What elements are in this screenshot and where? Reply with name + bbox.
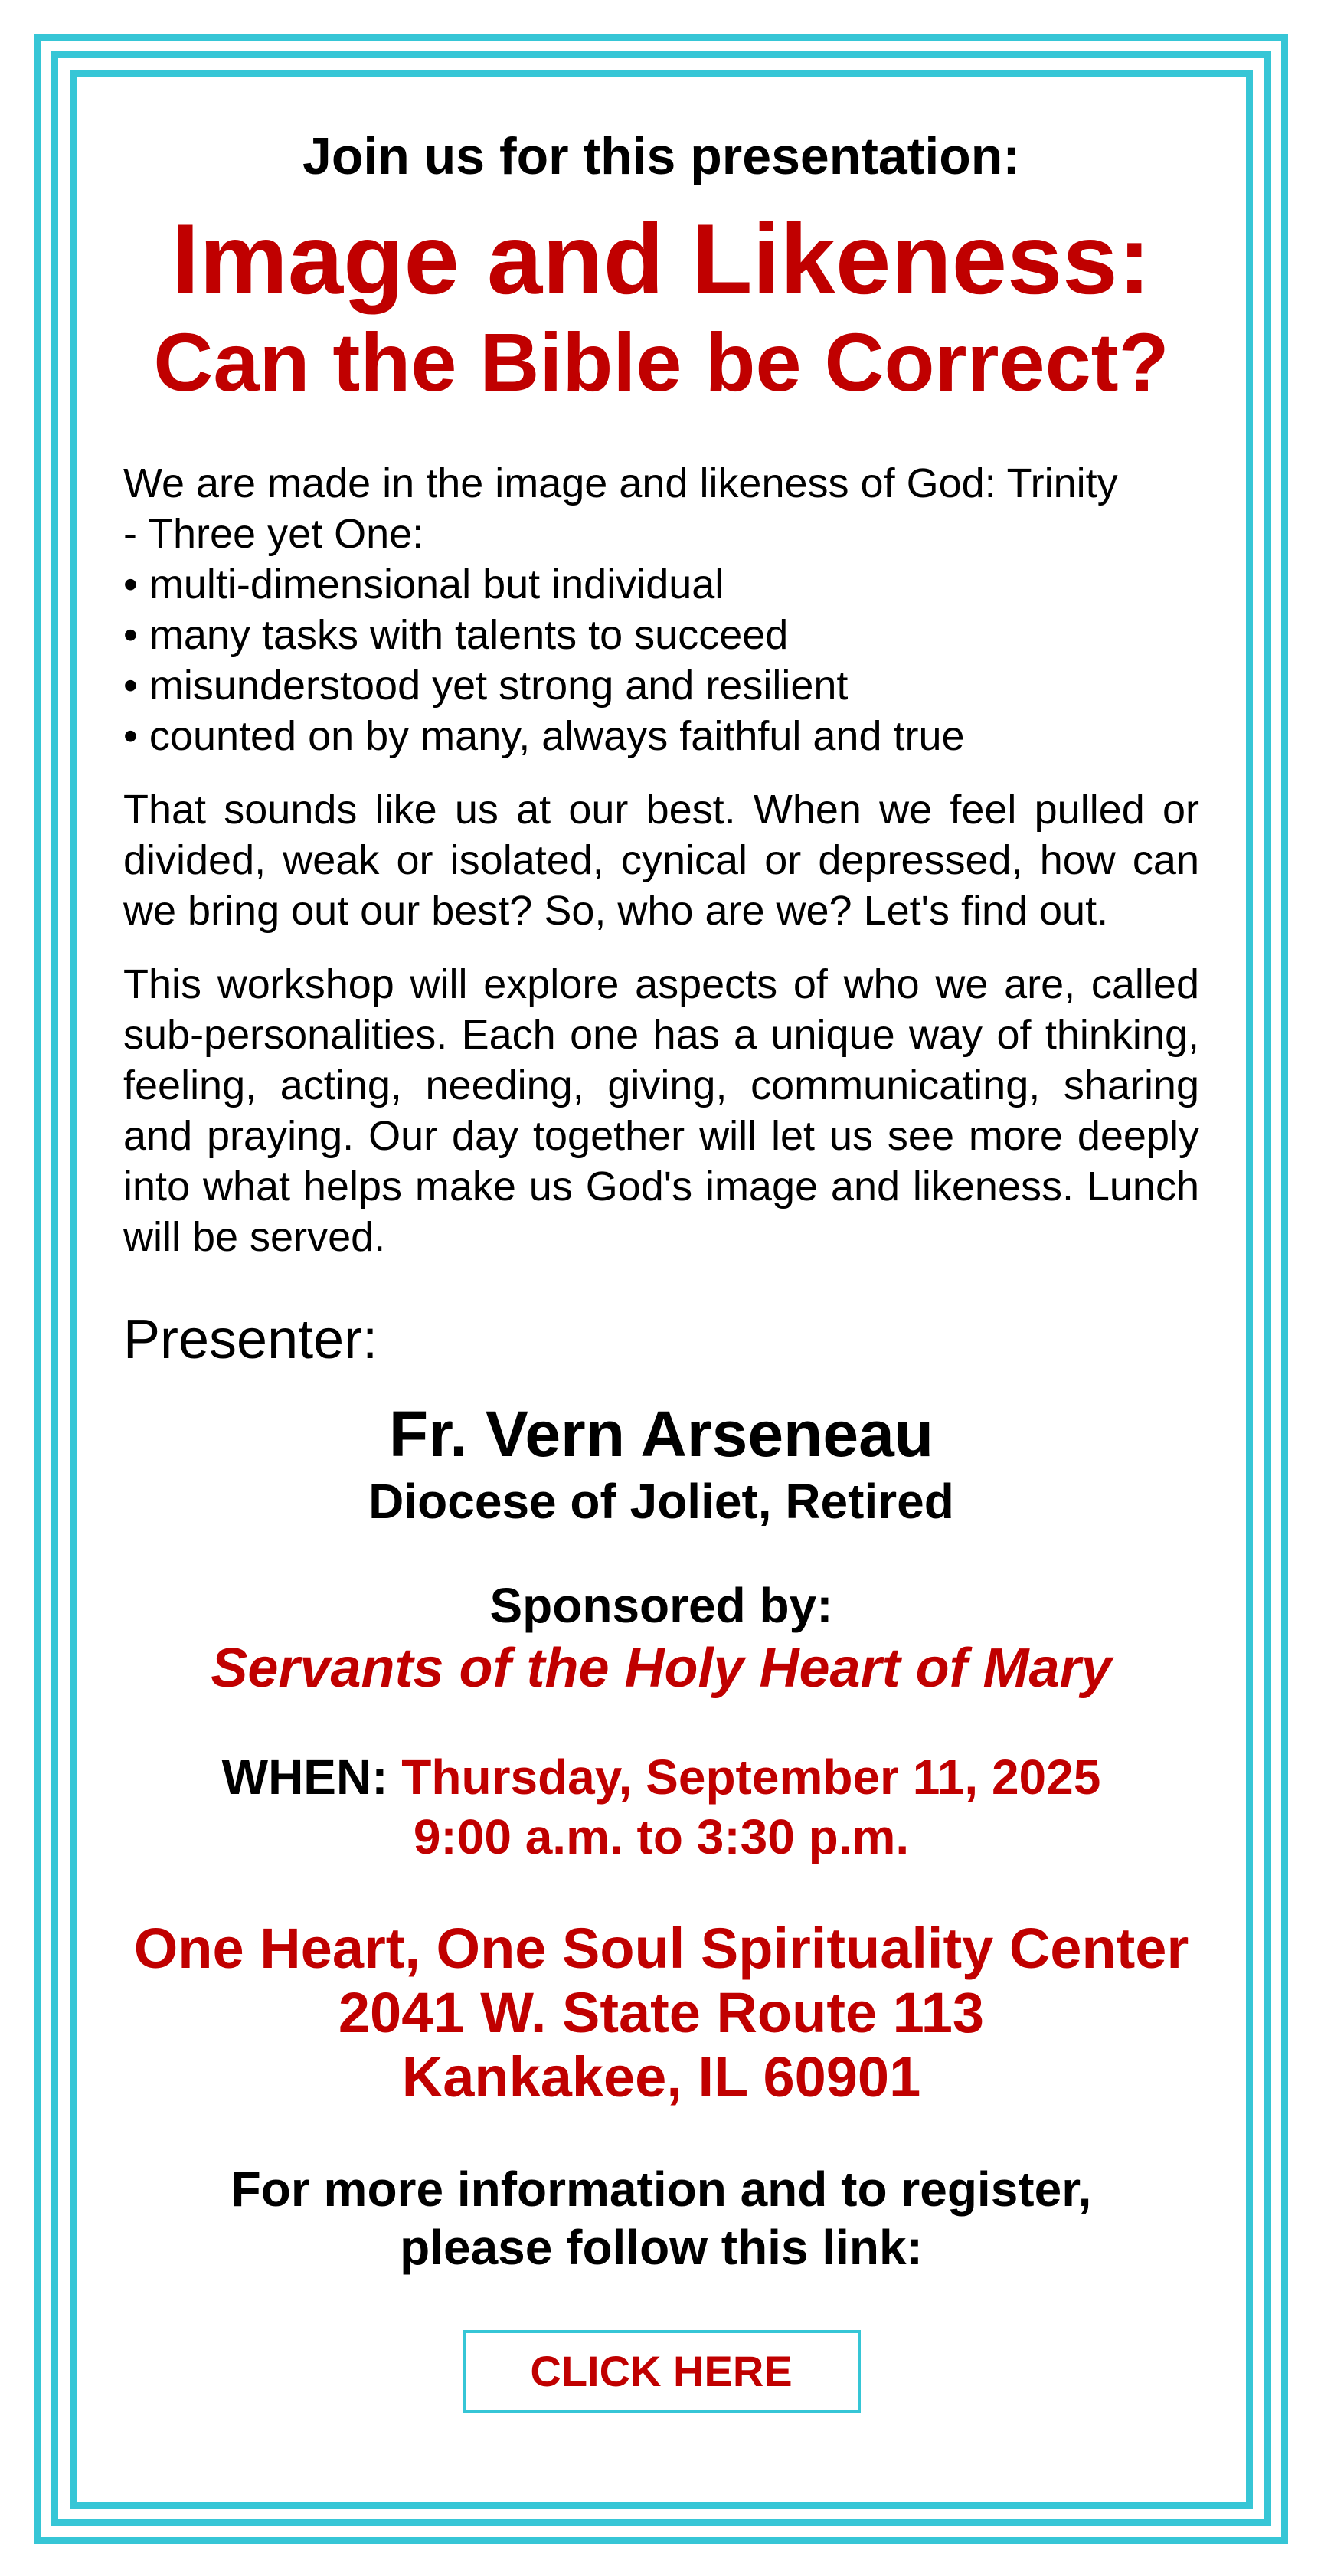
info-line-2: please follow this link: bbox=[400, 2220, 923, 2275]
sponsor-name: Servants of the Holy Heart of Mary bbox=[211, 1638, 1112, 1699]
flyer-content bbox=[123, 123, 1199, 2413]
venue-block bbox=[123, 1916, 1199, 2110]
lead-line-2: - Three yet One: bbox=[123, 511, 424, 557]
when-label: WHEN: bbox=[221, 1750, 388, 1805]
list-item: • multi-dimensional but individual bbox=[123, 561, 724, 607]
title-line-2: Can the Bible be Correct? bbox=[153, 316, 1169, 408]
registration-info bbox=[123, 2160, 1199, 2277]
trait-list bbox=[123, 559, 1199, 761]
sponsor-label: Sponsored by: bbox=[489, 1578, 833, 1633]
click-here-button[interactable]: CLICK HERE bbox=[463, 2330, 861, 2413]
cta-wrapper bbox=[123, 2330, 1199, 2413]
lead-line-1: We are made in the image and likeness of God: Trinity bbox=[123, 460, 1118, 506]
venue-city: Kankakee, IL 60901 bbox=[401, 2045, 921, 2109]
presenter-name: Fr. Vern Arseneau bbox=[388, 1398, 934, 1470]
list-item: • many tasks with talents to succeed bbox=[123, 612, 789, 658]
info-line-1: For more information and to register, bbox=[231, 2162, 1092, 2217]
event-date: Thursday, September 11, 2025 bbox=[401, 1750, 1101, 1805]
paragraph-workshop: This workshop will explore aspects of who we are, called sub-personalities. Each one has a unique way of thinking, feeling, acting, needing, giving, communicating, sharing and praying. Our day together will let us see more deeply into what helps make us God's image and likeness. Lunch will be served. bbox=[123, 961, 1199, 1260]
intro-paragraph bbox=[123, 458, 1199, 761]
intro-heading: Join us for this presentation: bbox=[302, 127, 1020, 185]
presenter-label: Presenter: bbox=[123, 1309, 378, 1370]
event-time: 9:00 a.m. to 3:30 p.m. bbox=[413, 1809, 910, 1864]
paragraph-best-self: That sounds like us at our best. When we feel pulled or divided, weak or isolated, cynical or depressed, how can we bring out our best? So, who are we? Let's find out. bbox=[123, 787, 1199, 934]
list-item: • counted on by many, always faithful and true bbox=[123, 713, 965, 759]
presenter-affiliation: Diocese of Joliet, Retired bbox=[368, 1474, 954, 1529]
venue-street: 2041 W. State Route 113 bbox=[338, 1981, 985, 2044]
when-line bbox=[123, 1746, 1199, 1808]
venue-name: One Heart, One Soul Spirituality Center bbox=[133, 1916, 1189, 1980]
list-item: • misunderstood yet strong and resilient bbox=[123, 663, 849, 709]
title-line-1: Image and Likeness: bbox=[172, 203, 1151, 315]
